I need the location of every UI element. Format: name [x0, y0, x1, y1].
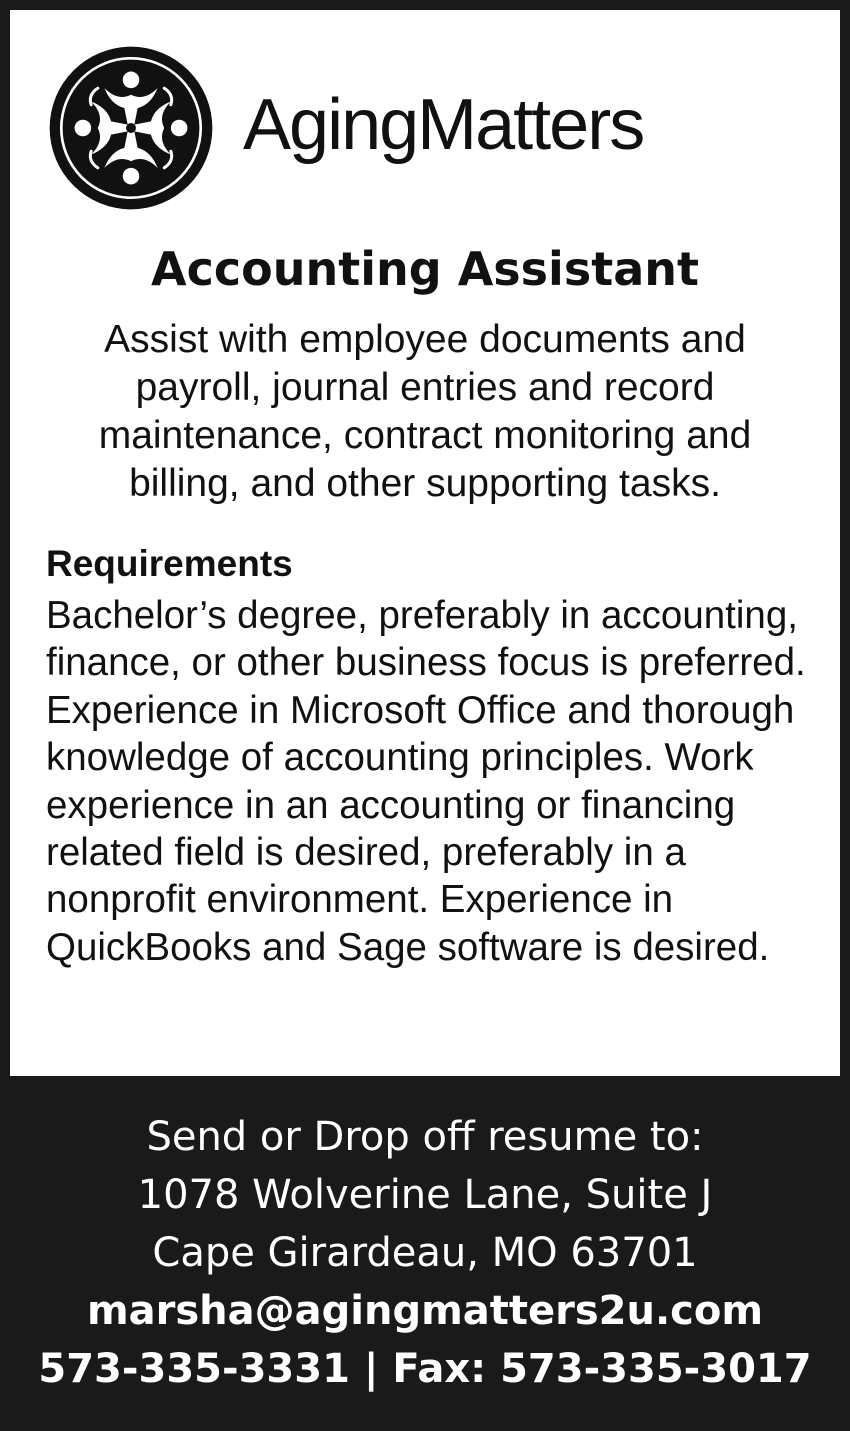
job-description: Assist with employee documents and payroll, journal entries and record maintenance, contract monitoring and billing, and other supporting tasks.	[98, 318, 752, 505]
job-title: Accounting Assistant	[151, 242, 699, 296]
contact-email[interactable]: marsha@agingmatters2u.com	[86, 1288, 764, 1334]
logo-wordmark: AgingMatters	[243, 85, 644, 165]
requirements-heading: Requirements	[46, 543, 293, 584]
contact-intro: Send or Drop off resume to:	[146, 1114, 704, 1160]
contact-phones[interactable]: 573-335-3331 | Fax: 573-335-3017	[38, 1346, 812, 1392]
contact-block	[0, 1108, 850, 1398]
aging-matters-emblem-icon	[48, 45, 214, 211]
address-line-1: 1078 Wolverine Lane, Suite J	[137, 1172, 713, 1218]
logo	[48, 45, 818, 215]
address-line-2: Cape Girardeau, MO 63701	[152, 1230, 698, 1276]
requirements-body: Bachelor’s degree, preferably in accounting, finance, or other business focus is preferred. Experience in Microsoft Office and thorough knowledge of accounting principles. Work experience in an accounting or financing related field is desired, preferably in a nonprofit environment. Experience in QuickBooks and Sage software is desired.	[46, 594, 806, 969]
job-ad-panel	[10, 10, 840, 1076]
